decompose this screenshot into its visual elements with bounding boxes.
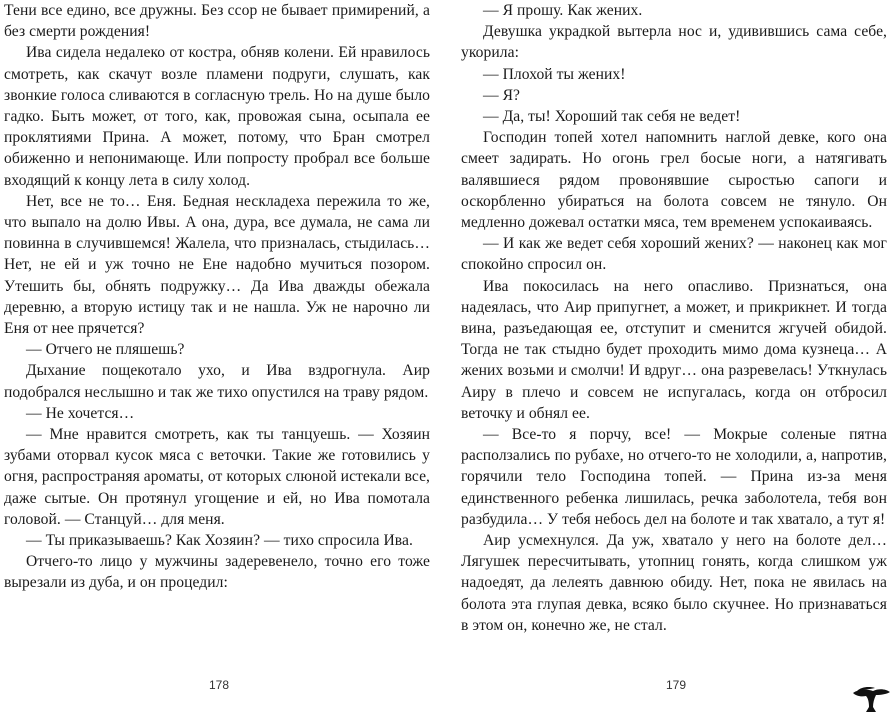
paragraph: — Ты приказываешь? Как Хозяин? — тихо спросила Ива. xyxy=(26,532,413,550)
paragraph: — Все-то я порчу, все! — Мокрые соленые пятна расползались по рубахе, но отчего-то не холодили, а, напротив, горячили тело Господина топей. — Прина из-за меня единственного ребенка лишилась, речка заболотела, тебя вон разбудила… У тебя небось дел на болоте и так хватало, а тут я! xyxy=(461,426,887,528)
paragraph: Ива сидела недалеко от костра, обняв колени. Ей нравилось смотреть, как скачут возле пламени подруги, слушать, как звонкие голоса сливаются в согласную трель. Но на душе было гадко. Быть может, от того, как, провожая сына, осыпала ее проклятиями Прина. А может, потому, что Бран смотрел обиженно и непонимающе. Или попросту пробрал все больше входящий к концу лета в силу холод. xyxy=(4,44,430,189)
left-page-text xyxy=(4,0,430,594)
paragraph: — Я? xyxy=(483,86,521,104)
paragraph: Дыхание пощекотало ухо, и Ива вздрогнула. Аир подобрался неслышно и так же тихо опустился на траву рядом. xyxy=(4,362,430,401)
paragraph: Господин топей хотел напомнить наглой девке, кого она смеет задирать. Но огонь грел босые ноги, а натягивать валявшиеся рядом провонявшие сыростью сапоги и оскорбленно убираться на болота совсем не тянуло. Он медленно дожевал остатки мяса, тем временем успокаиваясь. xyxy=(461,129,887,232)
paragraph: Отчего-то лицо у мужчины задеревенело, точно его тоже вырезали из дуба, и он процедил: xyxy=(4,553,430,592)
paragraph: — Отчего не пляшешь? xyxy=(26,341,185,359)
page-number: 179 xyxy=(665,678,687,692)
paragraph: Ива покосилась на него опасливо. Признаться, она надеялась, что Аир припугнет, а может, и прикрикнет. И тогда вина, разъедающая ее, отступит и сменится жгучей обидой. Тогда не так стыдно будет проходить мимо дома кузнеца… А жених возьми и смолчи! И вдруг… она разревелась! Уткнулась Аиру в плечо и совсем не испугалась, когда он отбросил веточку и обнял ее. xyxy=(461,277,887,422)
paragraph: — И как же ведет себя хороший жених? — наконец как мог спокойно спросил он. xyxy=(461,235,887,274)
right-page xyxy=(457,0,895,716)
left-page xyxy=(0,0,438,716)
paragraph: Нет, все не то… Еня. Бедная нескладеха пережила то же, что выпало на долю Ивы. А она, дура, все думала, не сама ли повинна в случившемся! Жалела, что призналась, стыдилась… Нет, не ей и уж точно не Ене надобно мучиться позором. Утешить бы, обнять подружку… Да Ива дважды обежала деревню, а вторую истицу так и не нашла. Уж не нарочно ли Еня от нее прячется? xyxy=(4,192,430,338)
paragraph: — Не хочется… xyxy=(26,404,135,422)
paragraph: Аир усмехнулся. Да уж, хватало у него на болоте дел… Лягушек пересчитывать, утопниц гонять, когда слишком уж надоедят, да лелеять давнюю обиду. Нет, пока не явилась на болота эта глупая девка, всяко было скучнее. Но признаваться в этом он, конечно же, не стал. xyxy=(461,532,887,634)
paragraph: — Я прошу. Как жених. xyxy=(483,2,643,19)
paragraph: Тени все едино, все дружны. Без ссор не бывает примирений, а без смерти рождения! xyxy=(4,2,430,41)
paragraph: — Плохой ты жених! xyxy=(483,65,626,83)
paragraph: Девушка украдкой вытерла нос и, удивившись сама себе, укорила: xyxy=(461,23,887,62)
tree-silhouette-icon xyxy=(851,683,891,713)
page-number: 178 xyxy=(208,678,230,692)
paragraph: — Да, ты! Хороший так себя не ведет! xyxy=(483,108,741,126)
right-page-text xyxy=(461,0,887,636)
paragraph: — Мне нравится смотреть, как ты танцуешь. — Хозяин зубами оторвал кусок мяса с веточки. Такие же готовились у огня, распространяя ароматы, от которых слюной истекали все, даже сытые. Он протянул угощение и ей, но Ива помотала головой. — Станцуй… для меня. xyxy=(4,426,430,528)
